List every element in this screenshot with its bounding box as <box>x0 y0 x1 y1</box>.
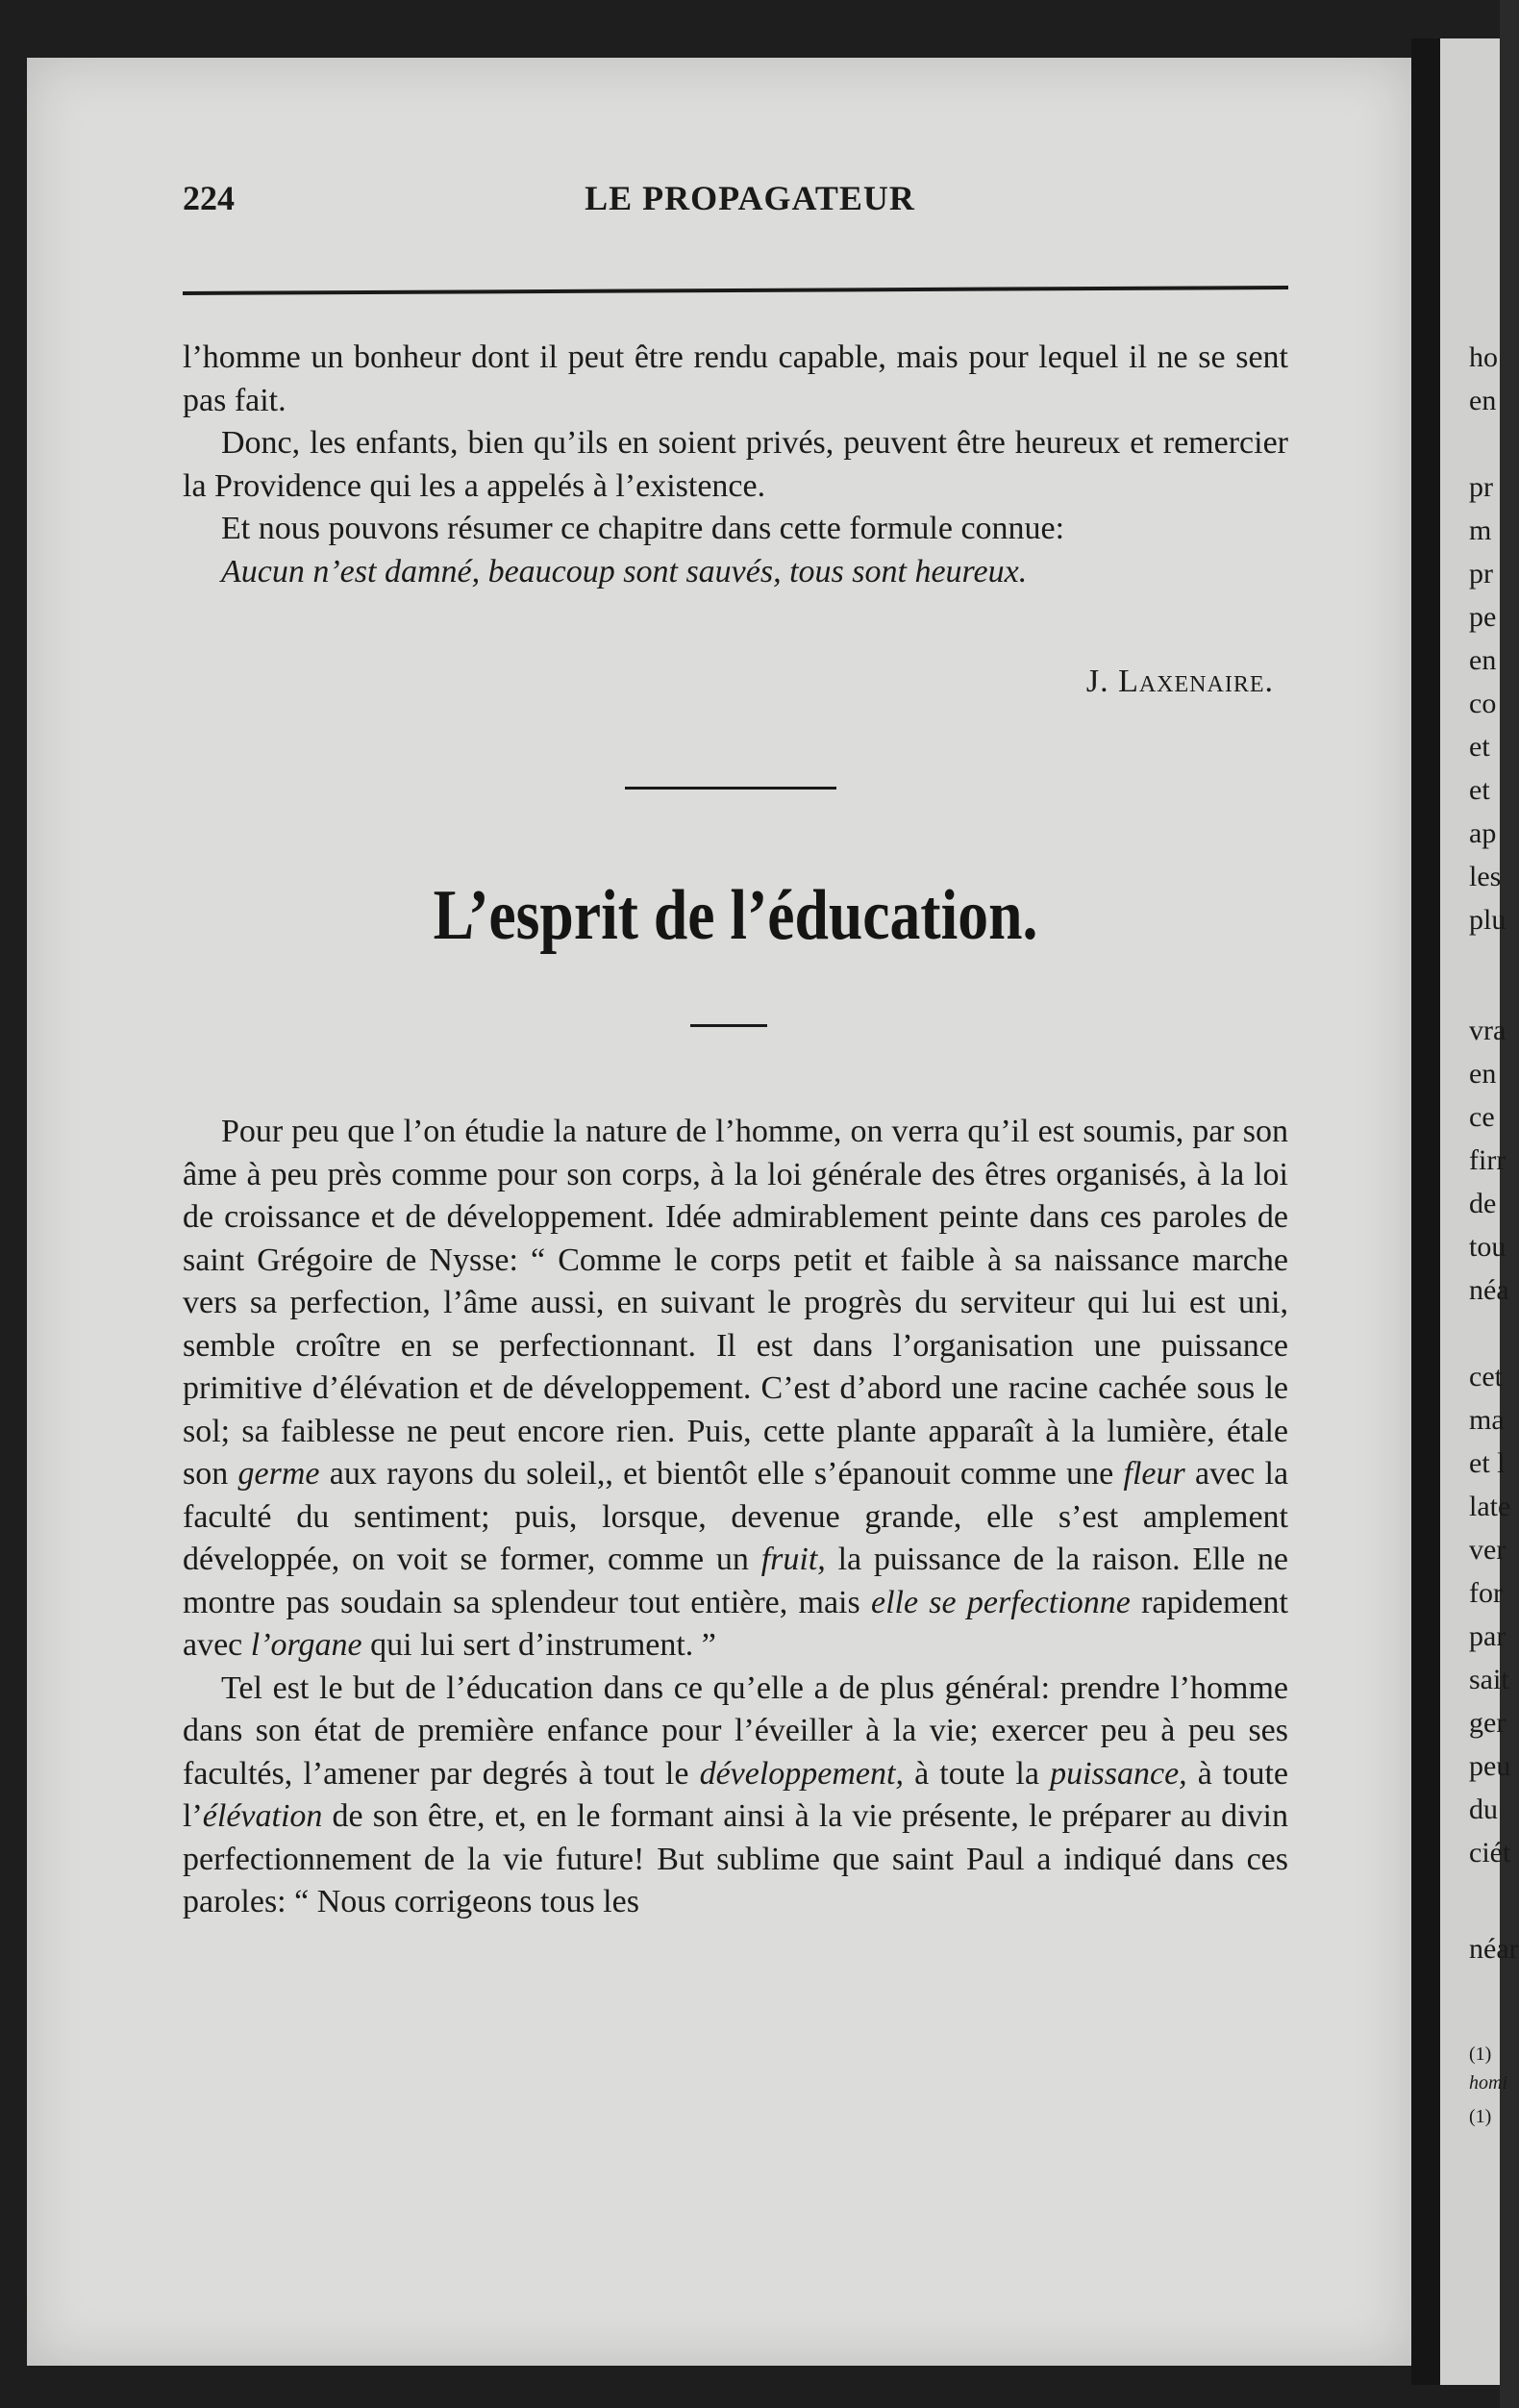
emphasis: puissance, <box>1050 1755 1187 1792</box>
running-title: LE PROPAGATEUR <box>585 179 915 217</box>
continuation-paragraph-3: Et nous pouvons résumer ce chapitre dans cette formule connue: <box>221 511 1065 546</box>
text-run: de son être, et, en le formant ainsi à la vie présente, le préparer au divin perfectionnement de la vie future! But sublime que saint Paul a indiqué dans ces paroles: “ Nous corrigeons tous les <box>183 1798 1289 1919</box>
facing-fragment: en <box>1469 385 1497 416</box>
title-separator <box>690 1024 767 1027</box>
facing-fragment: ciét <box>1469 1837 1511 1869</box>
text-run: Tel est le but de l’éducation dans ce qu’elle a de plus général: prendre l’homme dans son état de première enfance pour l’éveiller à la vie; exercer peu à peu ses facultés, l’amener par degrés à tout le <box>183 1669 1288 1792</box>
emphasis: élévation <box>202 1798 323 1834</box>
article-paragraph-1 <box>183 1111 1288 1668</box>
facing-fragment: par <box>1469 1620 1507 1652</box>
facing-fragment: néa <box>1469 1274 1509 1306</box>
text-run: qui lui sert d’instrument. ” <box>370 1627 716 1663</box>
text-run: Pour peu que l’on étudie la nature de l’homme, on verra qu’il est soumis, par son âme à peu près comme pour son corps, à la loi générale des êtres organisés, à la loi de croissance et de développement. Idée admirablement peinte dans ces paroles de saint Grégoire de Nysse: “ Comme le corps petit et faible à sa naissance marche vers sa perfection, l’âme aussi, en suivant le progrès du serviteur qui lui est uni, semble croître en se perfectionnant. Il est dans l’organisation une puissance primitive d’élévation et de développement. C’est d’abord une racine cachée sous le sol; sa faiblesse ne peut encore rien. Puis, cette plante apparaît à la lumière, étale son <box>183 1114 1288 1492</box>
facing-fragment: m <box>1469 514 1492 546</box>
formula-quote: Aucun n’est damné, beaucoup sont sauvés, tous sont heureux. <box>221 553 1028 589</box>
article-body <box>183 1111 1288 1924</box>
facing-fragment: ho <box>1469 341 1498 373</box>
page-number: 224 <box>183 179 235 217</box>
emphasis: germe <box>237 1456 320 1492</box>
facing-fragment: pr <box>1469 471 1493 503</box>
facing-fragment: late <box>1469 1491 1511 1522</box>
facing-fragment: ap <box>1469 817 1497 849</box>
facing-fragment: les <box>1469 861 1502 892</box>
running-header <box>183 178 1317 245</box>
facing-fragment: néar <box>1469 1933 1519 1965</box>
text-run: avec la faculté du sentiment; puis, lorsque, devenue grande, elle s’est amplement développée, on voit se former, comme un <box>183 1456 1289 1577</box>
facing-fragment: homi <box>1469 2072 1507 2094</box>
facing-fragment: ce <box>1469 1101 1495 1133</box>
facing-fragment: pe <box>1469 601 1497 633</box>
facing-fragment: ger <box>1469 1707 1507 1739</box>
text-run: à toute l’ <box>183 1755 1288 1834</box>
facing-fragment: sait <box>1469 1664 1509 1695</box>
emphasis: fruit, <box>760 1542 826 1577</box>
facing-fragment: for <box>1469 1577 1503 1609</box>
facing-fragment: ver <box>1469 1534 1507 1566</box>
facing-fragment: cet <box>1469 1361 1503 1392</box>
facing-fragment: peu <box>1469 1750 1511 1782</box>
signature-text: J. Laxenaire. <box>1085 664 1274 699</box>
continuation-paragraph-1: l’homme un bonheur dont il peut être rendu capable, mais pour lequel il ne se sent pas fait. <box>183 339 1288 418</box>
section-separator <box>625 787 836 790</box>
continuation-paragraph-2: Donc, les enfants, bien qu’ils en soient privés, peuvent être heureux et remercier la Providence qui les a appelés à l’existence. <box>183 425 1288 504</box>
emphasis: fleur <box>1123 1456 1185 1492</box>
facing-fragment: ma <box>1469 1404 1505 1436</box>
facing-fragment: plu <box>1469 904 1507 936</box>
article-paragraph-2 <box>183 1668 1288 1924</box>
text-run: la puissance de la raison. Elle ne montre pas soudain sa splendeur tout entière, mais <box>183 1542 1289 1620</box>
book-gutter <box>1411 38 1440 2385</box>
facing-fragment: co <box>1469 688 1497 719</box>
facing-fragment: tou <box>1469 1231 1507 1263</box>
author-signature <box>183 664 1288 700</box>
facing-fragment: et <box>1469 731 1490 763</box>
facing-fragment: vra <box>1469 1015 1507 1046</box>
continuation-text <box>183 337 1288 593</box>
facing-page-edge <box>1440 38 1519 2385</box>
text-run: aux rayons du soleil,, et bientôt elle s’épanouit comme une <box>329 1456 1114 1492</box>
facing-fragment: (1) <box>1469 2106 1492 2127</box>
text-run: à toute la <box>914 1755 1039 1792</box>
emphasis: développement, <box>699 1755 904 1792</box>
facing-fragment: (1) <box>1469 2044 1492 2065</box>
facing-fragment: en <box>1469 644 1497 676</box>
facing-fragment: firr <box>1469 1144 1507 1176</box>
emphasis: elle se perfectionne <box>870 1584 1131 1620</box>
emphasis: l’organe <box>250 1627 362 1663</box>
facing-fragment: et <box>1469 774 1490 806</box>
facing-fragment: en <box>1469 1058 1497 1090</box>
article-title: L’esprit de l’éducation. <box>433 876 1038 955</box>
facing-fragment: pr <box>1469 558 1493 589</box>
facing-fragment: et l <box>1469 1447 1506 1479</box>
facing-fragment: du <box>1469 1793 1498 1825</box>
text-run: rapidement avec <box>183 1584 1288 1663</box>
facing-fragment: de <box>1469 1188 1497 1219</box>
